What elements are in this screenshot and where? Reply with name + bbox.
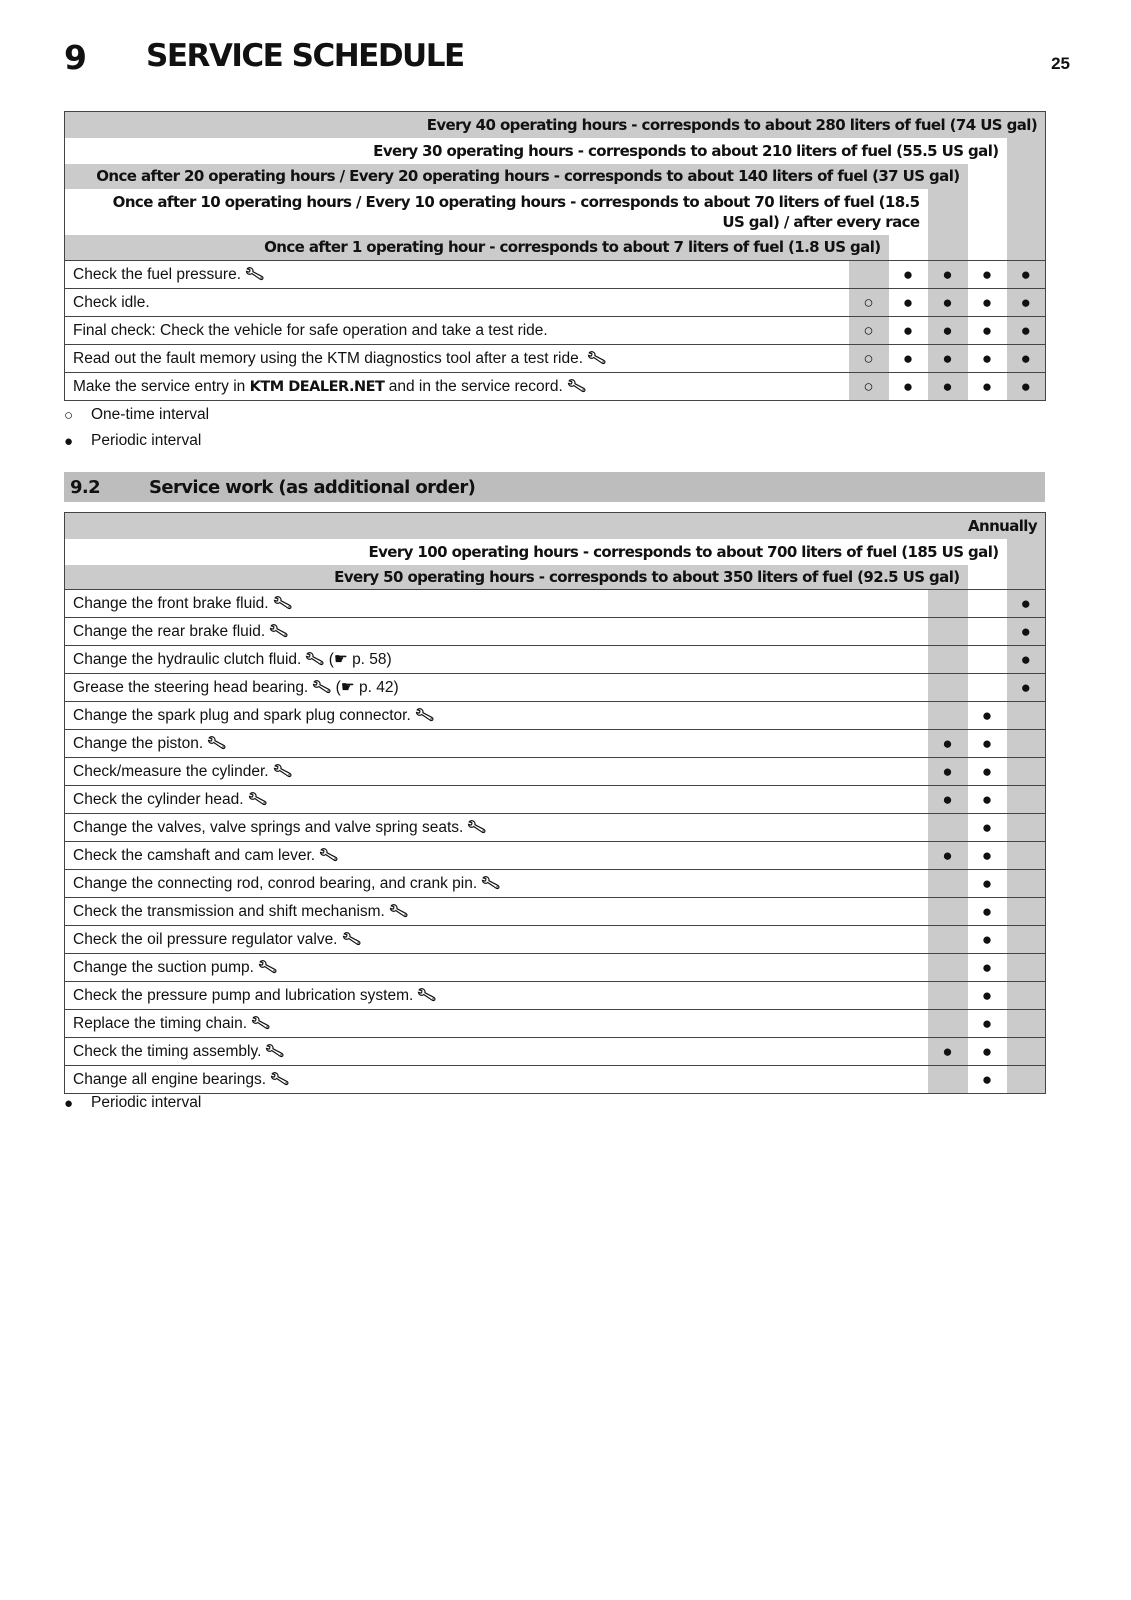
table-row (65, 317, 1046, 345)
wrench-icon: 🔧︎ (465, 816, 489, 839)
interval-mark: ● (1007, 317, 1046, 345)
wrench-icon: 🔧︎ (270, 592, 294, 615)
wrench-icon: 🔧︎ (303, 648, 327, 671)
interval-mark (1007, 1066, 1046, 1094)
interval-mark (1007, 814, 1046, 842)
interval-mark (968, 674, 1007, 702)
interval-mark (928, 646, 968, 674)
interval-mark: ● (968, 289, 1007, 317)
wrench-icon: 🔧︎ (256, 956, 280, 979)
legend-label: Periodic interval (91, 1094, 202, 1111)
interval-mark (1007, 982, 1046, 1010)
interval-mark: ● (968, 1038, 1007, 1066)
wrench-icon: 🔧︎ (249, 1012, 273, 1035)
interval-mark: ● (968, 261, 1007, 289)
one-time-interval-icon: ○ (64, 406, 74, 424)
interval-mark: ● (928, 1038, 968, 1066)
interval-mark: ● (928, 758, 968, 786)
interval-mark: ● (968, 345, 1007, 373)
task-label: Change the suction pump. (73, 959, 254, 976)
interval-header-annually: Annually (65, 513, 1046, 539)
interval-mark: ● (1007, 345, 1046, 373)
interval-mark (1007, 870, 1046, 898)
interval-mark: ● (889, 345, 928, 373)
interval-mark (1007, 954, 1046, 982)
table-row (65, 702, 1046, 730)
interval-mark (968, 618, 1007, 646)
table-row (65, 261, 1046, 289)
task-label: Check the fuel pressure. (73, 266, 242, 283)
additional-service-table (64, 512, 1046, 1094)
interval-mark (849, 261, 889, 289)
table-row (65, 982, 1046, 1010)
interval-mark (1007, 730, 1046, 758)
legend-label: Periodic interval (91, 432, 202, 449)
task-label-pre: Make the service entry in (73, 378, 250, 395)
table-row (65, 345, 1046, 373)
task-label: Change the rear brake fluid. (73, 623, 266, 640)
task-label: Check idle. (73, 293, 150, 311)
task-label: Check the camshaft and cam lever. (73, 847, 316, 864)
table-row (65, 758, 1046, 786)
interval-mark (1007, 1038, 1046, 1066)
interval-header-20h: Once after 20 operating hours / Every 20 operating hours - corresponds to about 140 liters of fuel (37 US gal) (65, 164, 968, 189)
wrench-icon: 🔧︎ (267, 620, 291, 643)
task-label: Check the transmission and shift mechanism. (73, 903, 385, 920)
table-row (65, 730, 1046, 758)
interval-mark: ● (928, 345, 968, 373)
interval-header-10h: Once after 10 operating hours / Every 10 operating hours - corresponds to about 70 liters of fuel (18.5 US gal) / after every race (65, 189, 928, 235)
wrench-icon: 🔧︎ (585, 347, 609, 370)
periodic-interval-icon: ● (64, 1094, 74, 1112)
page-number: 25 (1051, 54, 1070, 73)
interval-mark (1007, 786, 1046, 814)
interval-mark: ● (968, 870, 1007, 898)
interval-mark: ● (1007, 646, 1046, 674)
chapter-number: 9 (64, 38, 86, 77)
interval-mark: ● (1007, 261, 1046, 289)
task-label: Check/measure the cylinder. (73, 763, 269, 780)
table-row (65, 289, 1046, 317)
interval-mark (928, 870, 968, 898)
wrench-icon: 🔧︎ (317, 844, 341, 867)
interval-mark: ● (968, 730, 1007, 758)
interval-mark (928, 1010, 968, 1038)
wrench-icon: 🔧︎ (270, 760, 294, 783)
section-title: Service work (as additional order) (149, 477, 476, 498)
interval-mark (928, 618, 968, 646)
table-row (65, 1038, 1046, 1066)
interval-mark: ● (1007, 618, 1046, 646)
wrench-icon: 🔧︎ (415, 984, 439, 1007)
interval-mark: ● (928, 730, 968, 758)
legend-item (64, 402, 209, 428)
task-label: Change the piston. (73, 735, 204, 752)
interval-mark: ● (968, 926, 1007, 954)
periodic-interval-icon: ● (64, 432, 74, 450)
task-label: Check the pressure pump and lubrication system. (73, 987, 414, 1004)
interval-mark: ● (928, 786, 968, 814)
table-row (65, 898, 1046, 926)
task-label: Change the connecting rod, conrod bearing, and crank pin. (73, 875, 478, 892)
section-number: 9.2 (70, 477, 101, 498)
table-row (65, 674, 1046, 702)
interval-mark: ● (968, 317, 1007, 345)
interval-mark (1007, 702, 1046, 730)
table-row (65, 926, 1046, 954)
interval-mark (928, 814, 968, 842)
interval-mark: ● (928, 317, 968, 345)
interval-mark (928, 1066, 968, 1094)
ktm-dealer-net-label: KTM DEALER.NET (249, 379, 385, 395)
interval-mark (1007, 758, 1046, 786)
table-row (65, 842, 1046, 870)
interval-mark: ○ (849, 289, 889, 317)
interval-mark: ● (928, 842, 968, 870)
task-label: Change the hydraulic clutch fluid. (73, 651, 302, 668)
interval-mark (968, 590, 1007, 618)
table-row (65, 954, 1046, 982)
interval-mark: ○ (849, 345, 889, 373)
task-label: Check the timing assembly. (73, 1043, 262, 1060)
interval-mark: ● (1007, 674, 1046, 702)
interval-mark: ● (968, 758, 1007, 786)
interval-mark: ● (1007, 590, 1046, 618)
legend-item (64, 1090, 201, 1116)
interval-mark: ● (968, 898, 1007, 926)
interval-mark: ● (1007, 289, 1046, 317)
interval-header-100h: Every 100 operating hours - corresponds to about 700 liters of fuel (185 US gal) (65, 539, 1007, 565)
legend (64, 1090, 201, 1116)
wrench-icon: 🔧︎ (310, 676, 334, 699)
interval-header-50h: Every 50 operating hours - corresponds to about 350 liters of fuel (92.5 US gal) (65, 565, 968, 590)
page-reference: (☛ p. 42) (335, 679, 399, 696)
interval-mark: ○ (849, 317, 889, 345)
chapter-title: SERVICE SCHEDULE (146, 38, 464, 74)
interval-mark: ● (889, 289, 928, 317)
table-row (65, 646, 1046, 674)
interval-mark (928, 982, 968, 1010)
task-label: Change the spark plug and spark plug connector. (73, 707, 411, 724)
table-row (65, 373, 1046, 401)
interval-mark (928, 590, 968, 618)
table-row (65, 814, 1046, 842)
interval-mark (928, 674, 968, 702)
task-label: Check the cylinder head. (73, 791, 244, 808)
interval-mark: ● (968, 702, 1007, 730)
service-schedule-table (64, 111, 1046, 401)
task-label: Grease the steering head bearing. (73, 679, 309, 696)
task-label: Change the front brake fluid. (73, 595, 269, 612)
task-label: Check the oil pressure regulator valve. (73, 931, 338, 948)
section-header (64, 472, 1045, 502)
interval-mark: ● (889, 261, 928, 289)
interval-mark: ● (1007, 373, 1046, 401)
interval-mark: ● (968, 982, 1007, 1010)
wrench-icon: 🔧︎ (245, 788, 269, 811)
table-row (65, 618, 1046, 646)
task-label: Change the valves, valve springs and valve spring seats. (73, 819, 464, 836)
wrench-icon: 🔧︎ (339, 928, 363, 951)
interval-mark (1007, 926, 1046, 954)
legend (64, 402, 209, 454)
interval-mark: ● (968, 1066, 1007, 1094)
task-label: Read out the fault memory using the KTM diagnostics tool after a test ride. (73, 350, 584, 367)
task-label: Change all engine bearings. (73, 1071, 267, 1088)
interval-mark: ● (968, 373, 1007, 401)
interval-mark (1007, 842, 1046, 870)
interval-mark (1007, 1010, 1046, 1038)
interval-header-40h: Every 40 operating hours - corresponds to about 280 liters of fuel (74 US gal) (65, 112, 1046, 138)
interval-mark (1007, 898, 1046, 926)
wrench-icon: 🔧︎ (243, 263, 267, 286)
wrench-icon: 🔧︎ (479, 872, 503, 895)
interval-mark: ● (968, 954, 1007, 982)
interval-mark (928, 898, 968, 926)
interval-header-30h: Every 30 operating hours - corresponds to about 210 liters of fuel (55.5 US gal) (65, 138, 1007, 164)
table-row (65, 870, 1046, 898)
interval-mark: ● (928, 261, 968, 289)
interval-mark (928, 926, 968, 954)
task-label: Final check: Check the vehicle for safe operation and take a test ride. (73, 321, 548, 339)
table-row (65, 786, 1046, 814)
wrench-icon: 🔧︎ (413, 704, 436, 727)
interval-mark: ● (968, 786, 1007, 814)
wrench-icon: 🔧︎ (565, 375, 588, 398)
table-row (65, 590, 1046, 618)
interval-mark (968, 646, 1007, 674)
interval-mark: ○ (849, 373, 889, 401)
interval-mark: ● (889, 373, 928, 401)
task-label: Replace the timing chain. (73, 1015, 248, 1032)
wrench-icon: 🔧︎ (263, 1040, 287, 1063)
interval-mark (928, 702, 968, 730)
chapter-header (64, 38, 1070, 82)
interval-mark: ● (968, 842, 1007, 870)
interval-mark (928, 954, 968, 982)
interval-mark: ● (928, 373, 968, 401)
interval-mark: ● (968, 1010, 1007, 1038)
task-label-post: and in the service record. (384, 378, 563, 395)
table-row (65, 1010, 1046, 1038)
page-reference: (☛ p. 58) (328, 651, 392, 668)
wrench-icon: 🔧︎ (387, 900, 410, 923)
legend-label: One-time interval (91, 406, 210, 423)
wrench-icon: 🔧︎ (268, 1068, 292, 1091)
legend-item (64, 428, 209, 454)
interval-mark: ● (889, 317, 928, 345)
interval-mark: ● (928, 289, 968, 317)
table-row (65, 1066, 1046, 1094)
interval-header-1h: Once after 1 operating hour - corresponds to about 7 liters of fuel (1.8 US gal) (65, 235, 889, 261)
wrench-icon: 🔧︎ (205, 732, 229, 755)
interval-mark: ● (968, 814, 1007, 842)
